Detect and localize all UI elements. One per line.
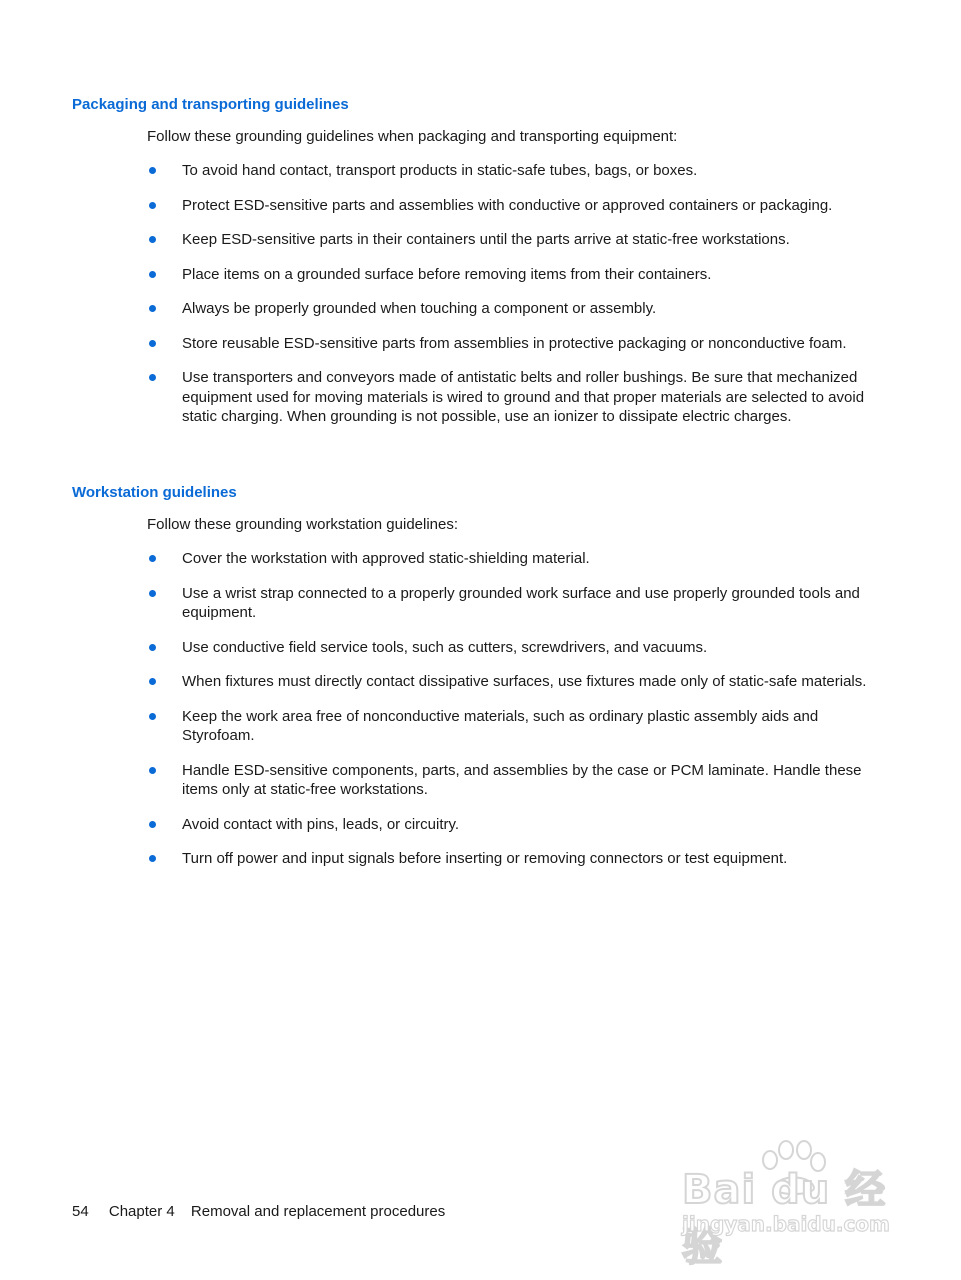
page-footer: [72, 1202, 461, 1221]
section-intro: Follow these grounding guidelines when packaging and transporting equipment:: [147, 128, 678, 145]
list-item-text: Keep ESD-sensitive parts in their containers until the parts arrive at static-free workstations.: [182, 231, 790, 248]
list-item-text: Use conductive field service tools, such as cutters, screwdrivers, and vacuums.: [182, 638, 708, 656]
bullet-icon: [149, 305, 156, 312]
list-item: [182, 761, 882, 800]
list-item: [182, 265, 882, 285]
list-item-text: Use transporters and conveyors made of antistatic belts and roller bushings. Be sure that mechanized equipment used for moving materials is wired to ground and that proper materials are selected to avoid static charging. When grounding is not possible, use an ionizer to dissipate electric charges.: [182, 369, 865, 425]
list-item: [182, 368, 882, 427]
list-item: [182, 584, 882, 623]
bullet-icon: [149, 340, 156, 347]
list-item-text: Turn off power and input signals before inserting or removing connectors or test equipment.: [182, 850, 788, 867]
list-item: [182, 230, 882, 250]
list-item-text: When fixtures must directly contact dissipative surfaces, use fixtures made only of static-safe materials.: [182, 673, 867, 690]
bullet-icon: [149, 202, 156, 209]
list-item: [182, 815, 882, 835]
list-item-text: Protect ESD-sensitive parts and assemblies with conductive or approved containers or packaging.: [182, 196, 833, 214]
bullet-icon: [149, 271, 156, 278]
list-item-text: Store reusable ESD-sensitive parts from assemblies in protective packaging or nonconductive foam.: [182, 334, 847, 352]
list-item-text: Cover the workstation with approved static-shielding material.: [182, 550, 590, 567]
bullet-list: [72, 549, 882, 869]
bullet-icon: [149, 644, 156, 651]
baidu-watermark: [672, 1138, 912, 1270]
bullet-list: [72, 161, 882, 427]
bullet-icon: [149, 236, 156, 243]
list-item-text: Always be properly grounded when touching a component or assembly.: [182, 300, 657, 317]
list-item: [182, 299, 882, 319]
bullet-icon: [149, 855, 156, 862]
list-item: [182, 638, 882, 658]
list-item-text: Avoid contact with pins, leads, or circuitry.: [182, 815, 460, 833]
section-intro: Follow these grounding workstation guidelines:: [147, 516, 459, 533]
list-item: [182, 161, 882, 181]
packaging-section: [72, 95, 882, 427]
bullet-icon: [149, 374, 156, 381]
workstation-section: [72, 483, 882, 869]
list-item-text: Keep the work area free of nonconductive materials, such as ordinary plastic assembly aids and Styrofoam.: [182, 707, 819, 744]
list-item: [182, 334, 882, 354]
bullet-icon: [149, 167, 156, 174]
list-item: [182, 849, 882, 869]
bullet-icon: [149, 821, 156, 828]
list-item-text: Handle ESD-sensitive components, parts, and assemblies by the case or PCM laminate. Handle these items only at static-free workstations.: [182, 761, 862, 798]
bullet-icon: [149, 678, 156, 685]
chapter-title: Removal and replacement procedures: [190, 1203, 446, 1220]
list-item: [182, 196, 882, 216]
bullet-icon: [149, 590, 156, 597]
list-item-text: Place items on a grounded surface before removing items from their containers.: [182, 265, 712, 283]
list-item: [182, 549, 882, 569]
bullet-icon: [149, 555, 156, 562]
bullet-icon: [149, 713, 156, 720]
list-item: [182, 707, 882, 746]
section-heading: Workstation guidelines: [72, 484, 237, 501]
page-number: 54: [72, 1203, 89, 1220]
watermark-url: jingyan.baidu.com: [682, 1212, 890, 1236]
list-item-text: To avoid hand contact, transport products in static-safe tubes, bags, or boxes.: [182, 162, 698, 179]
bullet-icon: [149, 767, 156, 774]
chapter-label: Chapter 4: [108, 1203, 175, 1220]
section-heading: Packaging and transporting guidelines: [72, 96, 349, 113]
list-item-text: Use a wrist strap connected to a properly grounded work surface and use properly grounded tools and equipment.: [182, 584, 860, 621]
watermark-brand: Bai du 经验: [682, 1167, 887, 1270]
list-item: [182, 672, 882, 692]
